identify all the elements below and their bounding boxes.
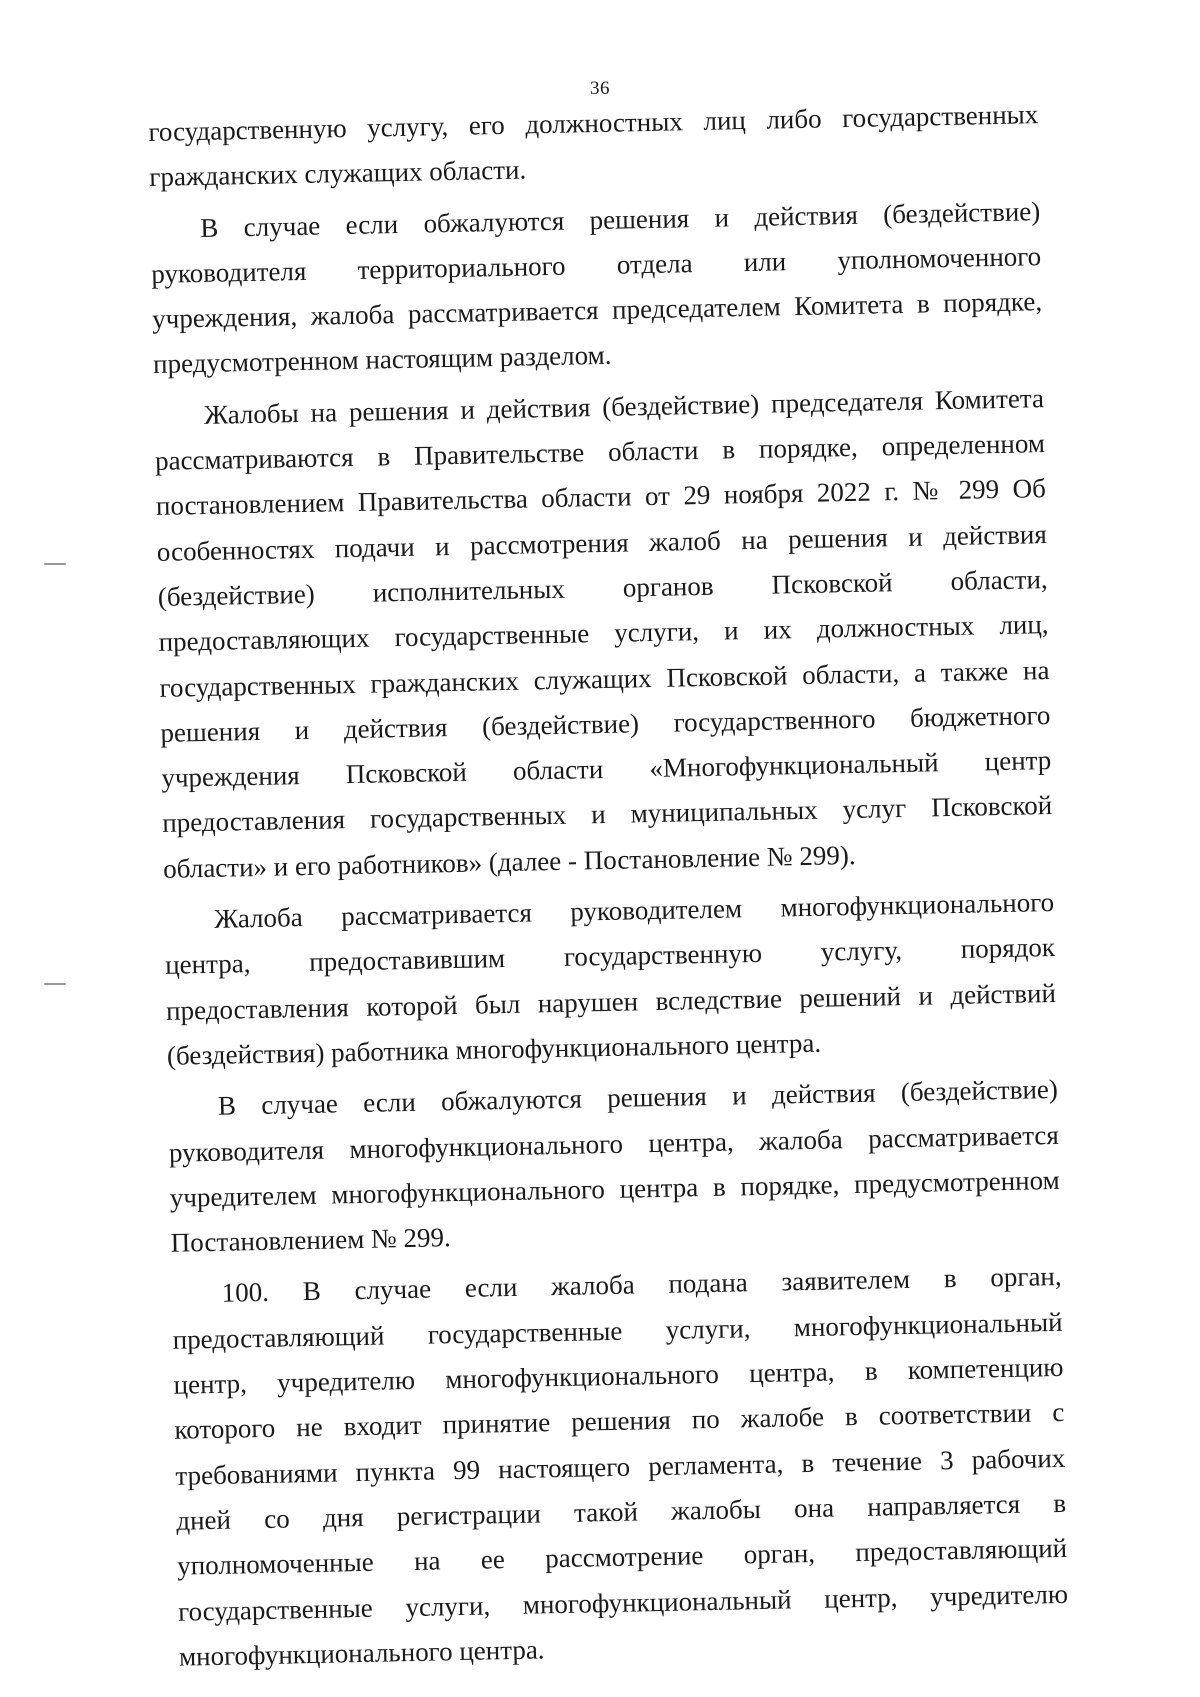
text-line: особенностях подачи и рассмотрения жалоб на решения и действия (156, 518, 1047, 567)
text-line: предоставляющий государственные услуги, многофункциональный (172, 1306, 1063, 1355)
text-line: центр, учредителю многофункционального центра, в компетенцию (173, 1351, 1064, 1400)
text-line: государственную услугу, его должностных лиц либо государственных (148, 99, 1039, 147)
text-line: области» и его работников» (далее - Постановление № 299). (162, 839, 856, 884)
text-line: предусмотренном настоящим разделом. (152, 340, 612, 380)
text-line: учредителем многофункционального центра в порядке, предусмотренном (169, 1164, 1060, 1213)
text-line: предоставления государственных и муниципальных услуг Псковской (162, 790, 1053, 839)
text-line: уполномоченные на ее рассмотрение орган, предоставляющий (176, 1533, 1068, 1581)
text-line: гражданских служащих области. (149, 154, 527, 193)
text-line: руководителя многофункционального центра, жалоба рассматривается (168, 1119, 1060, 1168)
text-line: Жалобы на решения и действия (бездействие) председателя Комитета (203, 382, 1045, 430)
paragraph (154, 376, 1054, 892)
text-line: 100. В случае если жалоба подана заявителем в орган, (221, 1261, 1062, 1309)
text-line: государственных гражданских служащих Псковской области, а также на (159, 654, 1050, 703)
text-line: многофункционального центра. (178, 1634, 545, 1672)
text-line: Жалоба рассматривается руководителем многофункционального (213, 887, 1055, 934)
text-line: государственные услуги, многофункциональный центр, учредителю (177, 1578, 1069, 1627)
text-line: учреждения Псковской области «Многофункциональный центр (161, 745, 1052, 794)
margin-scan-mark (44, 563, 66, 565)
paragraph (168, 1067, 1061, 1266)
text-line: В случае если обжалуются решения и действия (бездействие) (200, 195, 1041, 243)
text-line: дней со дня регистрации такой жалобы она направляется в (176, 1487, 1067, 1536)
text-line: решения и действия (бездействие) государственного бюджетного (160, 699, 1051, 748)
text-line: которого не входит принятие решения по жалобе в соответствии с (174, 1397, 1065, 1446)
text-line: (бездействия) работника многофункционального центра. (166, 1027, 822, 1071)
paragraph (148, 92, 1040, 200)
text-line: предоставления которой был нарушен вследствие решений и действий (165, 977, 1057, 1026)
text-line: В случае если обжалуются решения и действия (бездействие) (217, 1074, 1059, 1122)
text-line: Постановлением № 299. (170, 1222, 452, 1258)
text-line: (бездействие) исполнительных органов Псковской области, (157, 564, 1048, 612)
text-line: постановлением Правительства области от 29 ноября 2022 г. № 299 Об (155, 473, 1047, 522)
paragraph (164, 880, 1057, 1079)
text-line: требованиями пункта 99 настоящего регламента, в течение 3 рабочих (175, 1442, 1066, 1491)
text-line: центра, предоставившим государственную услугу, порядок (164, 932, 1056, 981)
margin-scan-mark (44, 983, 66, 985)
page-number: 36 (590, 78, 610, 99)
text-line: предоставляющих государственные услуги, и их должностных лиц, (158, 609, 1049, 658)
paragraph (171, 1254, 1069, 1679)
document-body (148, 92, 1069, 1680)
text-line: учреждения, жалоба рассматривается председателем Комитета в порядке, (151, 286, 1043, 335)
text-line: руководителя территориального отдела или уполномоченного (150, 240, 1042, 289)
paragraph (150, 189, 1043, 388)
text-line: рассматриваются в Правительстве области в порядке, определенном (154, 428, 1046, 477)
